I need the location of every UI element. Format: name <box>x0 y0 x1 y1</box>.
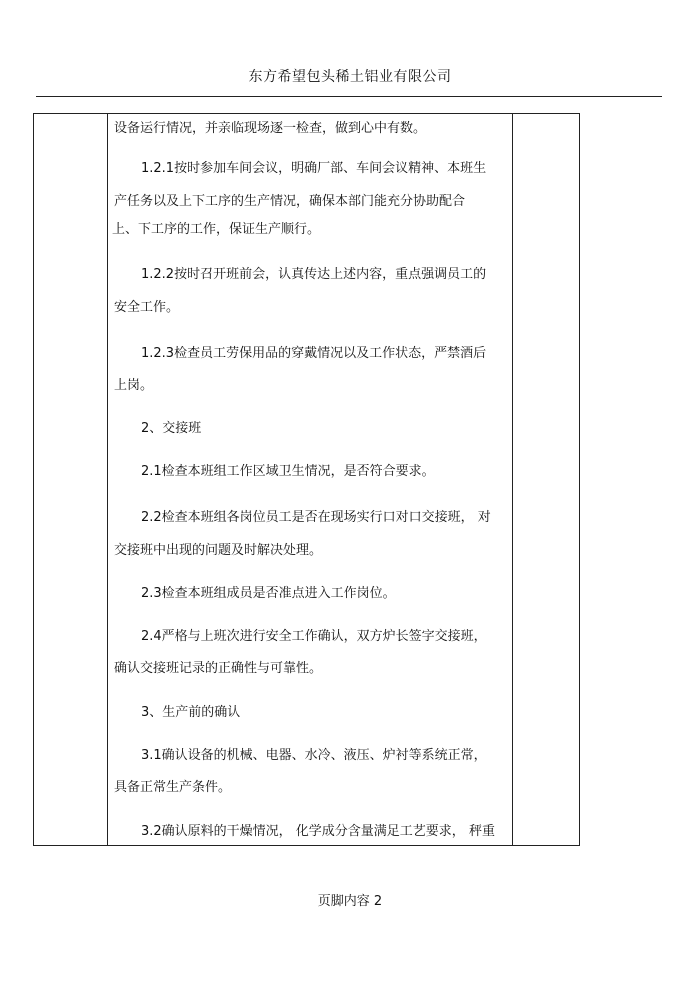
text-line: 设备运行情况，并亲临现场逐一检查，做到心中有数。 <box>114 121 427 136</box>
text-line: 2.3检查本班组成员是否准点进入工作岗位。 <box>141 586 396 601</box>
text-line: 1.2.1按时参加车间会议，明确厂部、车间会议精神、本班生 <box>141 161 487 176</box>
section-heading: 3、生产前的确认 <box>141 705 241 720</box>
text-line: 2.4严格与上班次进行安全工作确认，双方炉长签字交接班， <box>141 629 487 644</box>
table-column-divider-left <box>107 113 108 846</box>
text-line: 3.1确认设备的机械、电器、水冷、液压、炉衬等系统正常， <box>141 748 487 763</box>
text-line: 产任务以及上下工序的生产情况，确保本部门能充分协助配合 <box>114 194 466 209</box>
text-line: 上、下工序的工作，保证生产顺行。 <box>112 222 321 237</box>
text-line: 2.1检查本班组工作区域卫生情况，是否符合要求。 <box>141 464 435 479</box>
text-line: 1.2.3检查员工劳保用品的穿戴情况以及工作状态，严禁酒后 <box>141 346 487 361</box>
text-line: 交接班中出现的问题及时解决处理。 <box>114 543 323 558</box>
text-line: 上岗。 <box>114 378 154 393</box>
section-heading: 2、交接班 <box>141 421 202 436</box>
page-footer: 页脚内容 2 <box>317 894 383 909</box>
company-header: 东方希望包头稀土铝业有限公司 <box>248 69 452 85</box>
text-line: 3.2确认原料的干燥情况， 化学成分含量满足工艺要求， 秤重 <box>141 824 495 839</box>
text-line: 具备正常生产条件。 <box>114 780 232 795</box>
text-line: 安全工作。 <box>114 300 180 315</box>
header-divider <box>36 96 662 97</box>
text-line: 1.2.2按时召开班前会，认真传达上述内容，重点强调员工的 <box>141 267 487 282</box>
text-line: 2.2检查本班组各岗位员工是否在现场实行口对口交接班， 对 <box>141 510 491 525</box>
table-column-divider-right <box>512 113 513 846</box>
text-line: 确认交接班记录的正确性与可靠性。 <box>114 661 323 676</box>
